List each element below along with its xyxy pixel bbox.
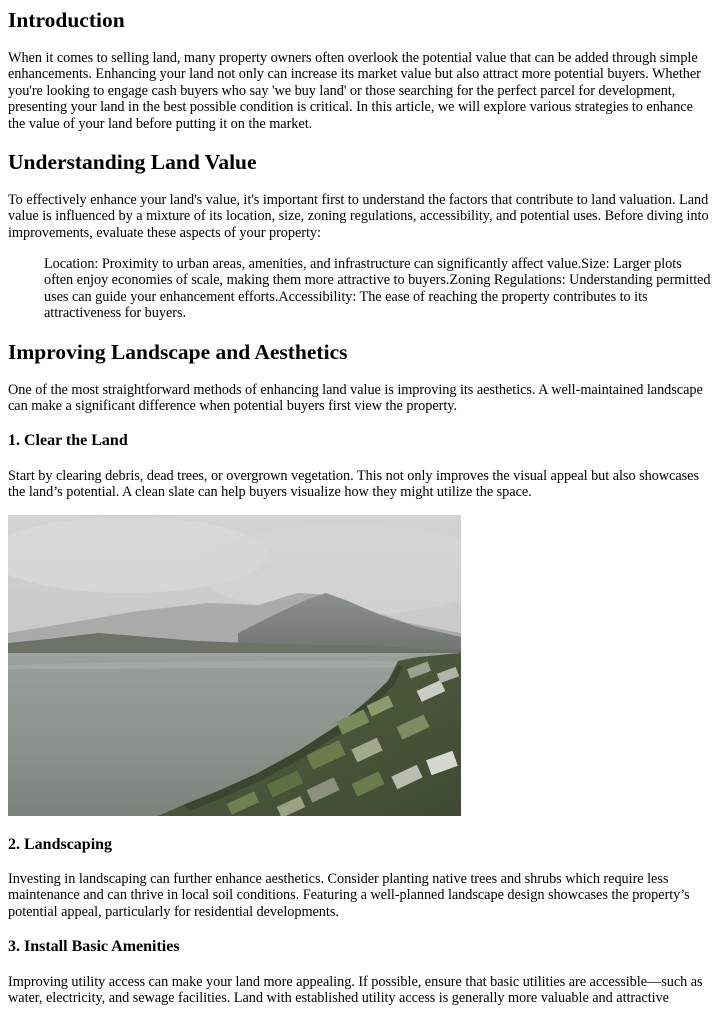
paragraph-landscaping: Investing in landscaping can further enhance aesthetics. Consider planting native trees and shrubs which require less maintenance and can thrive in local soil conditions. Featuring a well-planned landscape design showcases the property’s potential appeal, particularly for residential developments. [8, 871, 690, 920]
heading-understanding-land-value: Understanding Land Value [8, 150, 257, 174]
subheading-landscaping: 2. Landscaping [8, 836, 113, 853]
paragraph-improving-landscape: One of the most straightforward methods of enhancing land value is improving its aesthetics. A well-maintained landscape can make a significant difference when potential buyers first view the property. [8, 382, 703, 415]
subheading-install-basic-amenities: 3. Install Basic Amenities [8, 938, 180, 955]
aerial-lake-farmland-photo [8, 515, 461, 816]
blockquote-land-factors: Location: Proximity to urban areas, amenities, and infrastructure can significantly affect value.Size: Larger plots often enjoy economies of scale, making them more attractive to buyers.Zoning Regulations: Understanding permitted uses can guide your enhancement efforts.Accessibility: The ease of reaching the property contributes to its attractiveness for buyers. [44, 256, 711, 322]
subheading-clear-the-land: 1. Clear the Land [8, 432, 128, 449]
heading-introduction: Introduction [8, 8, 125, 32]
heading-improving-landscape: Improving Landscape and Aesthetics [8, 340, 348, 364]
paragraph-understanding-land-value: To effectively enhance your land's value, it's important first to understand the factors that contribute to land valuation. Land value is influenced by a mixture of its location, size, zoning regulations, accessibility, and potential uses. Before diving into improvements, evaluate these aspects of your property: [8, 192, 709, 241]
paragraph-introduction: When it comes to selling land, many property owners often overlook the potential value that can be added through simple enhancements. Enhancing your land not only can increase its market value but also attract more potential buyers. Whether you're looking to engage cash buyers who say 'we buy land' or those searching for the perfect parcel for development, presenting your land in the best possible condition is critical. In this article, we will explore various strategies to enhance the value of your land before putting it on the market. [8, 50, 701, 132]
paragraph-clear-the-land: Start by clearing debris, dead trees, or overgrown vegetation. This not only improves the visual appeal but also showcases the land’s potential. A clean slate can help buyers visualize how they might utilize the space. [8, 468, 699, 501]
paragraph-install-basic-amenities: Improving utility access can make your land more appealing. If possible, ensure that basic utilities are accessible—such as water, electricity, and sewage facilities. Land with established utility access is generally more valuable and attractive [8, 974, 703, 1007]
